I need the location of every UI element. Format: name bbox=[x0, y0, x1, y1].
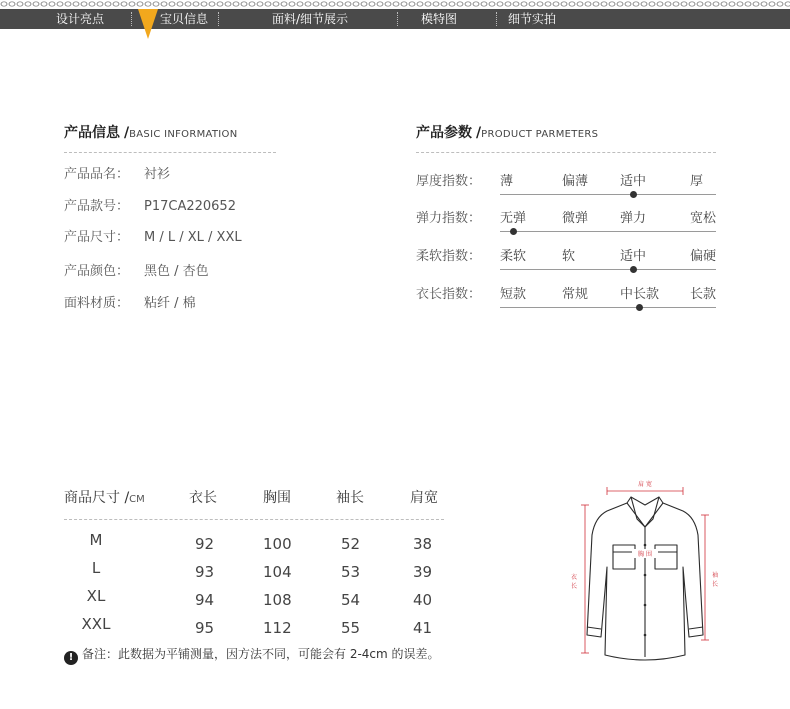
size-value-cell: 92 bbox=[195, 535, 215, 553]
size-value-cell: 100 bbox=[263, 535, 292, 553]
info-row-material: 面料材质： 粘纤 / 棉 bbox=[64, 296, 196, 311]
size-label: L bbox=[91, 559, 101, 577]
size-value-cell: 53 bbox=[341, 563, 361, 581]
param-option: 中长款 bbox=[620, 287, 660, 302]
product-info-title: 产品信息 /BASIC INFORMATION bbox=[64, 125, 238, 141]
size-value-cell: 54 bbox=[341, 591, 361, 609]
diagram-shoulder-label: 肩 宽 bbox=[638, 481, 652, 488]
size-label: XL bbox=[86, 587, 106, 605]
param-option: 弹力 bbox=[620, 211, 647, 226]
diagram-length-label: 衣长 bbox=[570, 574, 578, 590]
nav-item-product-info[interactable]: 宝贝信息 bbox=[160, 12, 209, 26]
param-indicator-dot bbox=[630, 191, 637, 198]
col-header-sleeve: 袖长 bbox=[336, 490, 364, 506]
product-params-title: 产品参数 /PRODUCT PARMETERS bbox=[416, 125, 599, 141]
nav-item-design-highlights[interactable]: 设计亮点 bbox=[56, 12, 105, 26]
param-label: 衣长指数： bbox=[416, 287, 482, 302]
size-value-cell: 94 bbox=[195, 591, 215, 609]
param-option: 柔软 bbox=[500, 249, 527, 264]
active-nav-marker-icon bbox=[138, 9, 158, 39]
param-label: 柔软指数： bbox=[416, 249, 482, 264]
info-row-style-no: 产品款号： P17CA220652 bbox=[64, 199, 236, 214]
size-value-cell: 38 bbox=[413, 535, 433, 553]
param-option: 无弹 bbox=[500, 211, 527, 226]
size-value-cell: 55 bbox=[341, 619, 361, 637]
nav-item-model-photos[interactable]: 模特图 bbox=[421, 12, 458, 26]
decorative-border bbox=[0, 0, 790, 9]
param-option: 宽松 bbox=[690, 211, 717, 226]
param-label: 厚度指数： bbox=[416, 174, 482, 189]
col-header-chest: 胸围 bbox=[263, 490, 291, 506]
param-option: 偏硬 bbox=[690, 249, 717, 264]
param-scale-line bbox=[500, 307, 716, 308]
param-option: 常规 bbox=[562, 287, 589, 302]
nav-separator bbox=[496, 12, 497, 26]
param-scale-line bbox=[500, 269, 716, 270]
nav-item-fabric-details[interactable]: 面料/细节展示 bbox=[272, 12, 349, 26]
nav-separator bbox=[397, 12, 398, 26]
size-value-cell: 104 bbox=[263, 563, 292, 581]
nav-separator bbox=[131, 12, 132, 26]
size-value-cell: 52 bbox=[341, 535, 361, 553]
param-option: 适中 bbox=[620, 249, 647, 264]
param-indicator-dot bbox=[630, 266, 637, 273]
nav-item-detail-photos[interactable]: 细节实拍 bbox=[508, 12, 557, 26]
size-label: M bbox=[89, 531, 103, 549]
size-value-cell: 93 bbox=[195, 563, 215, 581]
size-value-cell: 95 bbox=[195, 619, 215, 637]
diagram-chest-label: 胸 围 bbox=[638, 551, 652, 558]
divider bbox=[64, 152, 276, 153]
info-row-name: 产品品名： 衬衫 bbox=[64, 167, 171, 182]
param-scale-line bbox=[500, 231, 716, 232]
param-indicator-dot bbox=[636, 304, 643, 311]
top-nav bbox=[0, 9, 790, 29]
size-value-cell: 41 bbox=[413, 619, 433, 637]
size-value-cell: 39 bbox=[413, 563, 433, 581]
size-value-cell: 112 bbox=[263, 619, 292, 637]
size-table-header-label: 商品尺寸 /CM bbox=[64, 490, 145, 506]
col-header-length: 衣长 bbox=[189, 490, 217, 506]
info-row-color: 产品颜色： 黑色 / 杏色 bbox=[64, 264, 209, 279]
size-value-cell: 108 bbox=[263, 591, 292, 609]
shirt-measurement-diagram bbox=[565, 475, 725, 675]
measurement-note: ! 备注：此数据为平铺测量，因方法不同，可能会有 2-4cm 的误差。 bbox=[64, 645, 440, 663]
warning-icon: ! bbox=[64, 651, 78, 665]
param-option: 长款 bbox=[690, 287, 717, 302]
param-indicator-dot bbox=[510, 228, 517, 235]
nav-separator bbox=[218, 12, 219, 26]
diagram-sleeve-label: 袖长 bbox=[711, 572, 719, 588]
param-scale-line bbox=[500, 194, 716, 195]
param-option: 短款 bbox=[500, 287, 527, 302]
info-row-size: 产品尺寸： M / L / XL / XXL bbox=[64, 230, 242, 245]
param-option: 厚 bbox=[690, 174, 704, 189]
param-option: 薄 bbox=[500, 174, 514, 189]
divider bbox=[416, 152, 716, 153]
param-option: 软 bbox=[562, 249, 576, 264]
param-option: 微弹 bbox=[562, 211, 589, 226]
param-label: 弹力指数： bbox=[416, 211, 482, 226]
col-header-shoulder: 肩宽 bbox=[410, 490, 438, 506]
divider bbox=[64, 519, 444, 520]
size-label: XXL bbox=[81, 615, 111, 633]
size-value-cell: 40 bbox=[413, 591, 433, 609]
param-option: 适中 bbox=[620, 174, 647, 189]
param-option: 偏薄 bbox=[562, 174, 589, 189]
